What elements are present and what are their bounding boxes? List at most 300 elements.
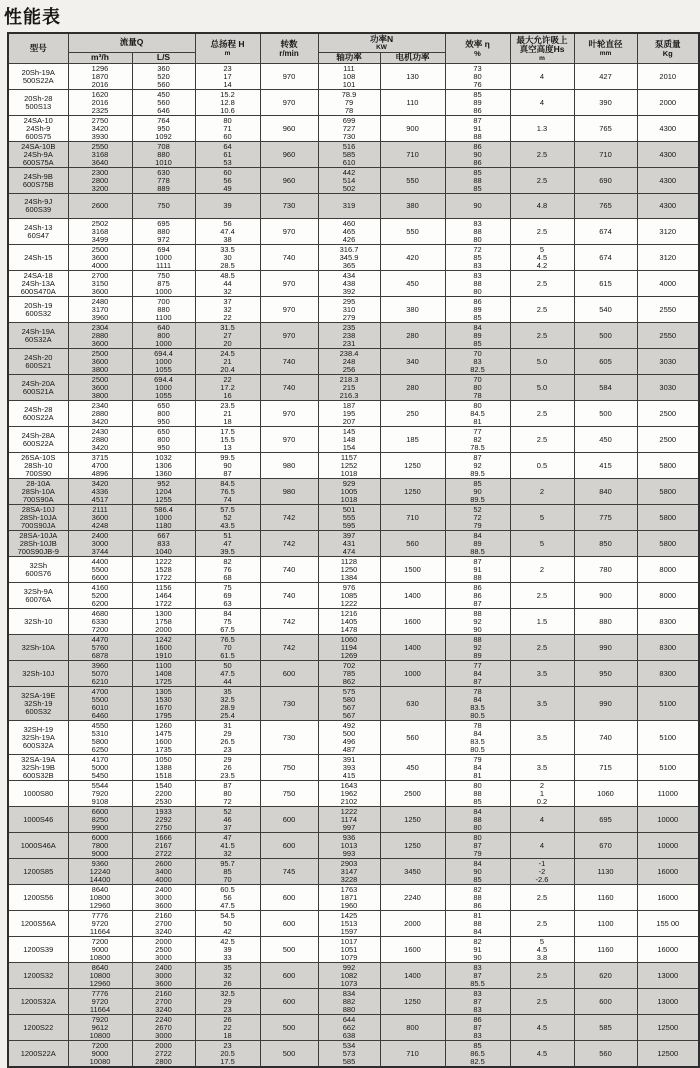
cell-shaft-power: 575 580 567 567	[318, 687, 380, 721]
cell-speed: 742	[260, 505, 318, 531]
cell-model: 28-10A 28Sh-10A 700S90A	[8, 479, 68, 505]
cell-impeller: 585	[574, 1015, 637, 1041]
cell-efficiency: 77 82 78.5	[445, 427, 510, 453]
cell-mass: 10000	[637, 807, 699, 833]
cell-suction: 2.5	[510, 885, 574, 911]
cell-model: 24Sh-13 60S47	[8, 219, 68, 245]
cell-efficiency: 79 84 81	[445, 755, 510, 781]
cell-mass: 3030	[637, 349, 699, 375]
cell-flow-m3h: 6000 7800 9000	[68, 833, 132, 859]
cell-flow-ls: 2000 2500 3000	[132, 937, 195, 963]
col-header-efficiency: 效率 η %	[445, 33, 510, 64]
cell-flow-ls: 694.4 1000 1055	[132, 375, 195, 401]
table-row	[8, 323, 699, 349]
cell-head: 64 61 53	[195, 142, 260, 168]
cell-model: 1200S56A	[8, 911, 68, 937]
cell-impeller: 390	[574, 90, 637, 116]
cell-speed: 600	[260, 963, 318, 989]
cell-flow-ls: 2160 2700 3240	[132, 989, 195, 1015]
mass-unit: Kg	[662, 48, 673, 58]
cell-speed: 740	[260, 245, 318, 271]
cell-impeller: 670	[574, 833, 637, 859]
cell-shaft-power: 391 393 415	[318, 755, 380, 781]
cell-shaft-power: 492 500 496 487	[318, 721, 380, 755]
cell-model: 32Sh-10J	[8, 661, 68, 687]
cell-model: 24Sh-20 600S21	[8, 349, 68, 375]
cell-mass: 4300	[637, 142, 699, 168]
cell-model: 20Sh-19A 500S22A	[8, 64, 68, 90]
cell-flow-ls: 694 1000 1111	[132, 245, 195, 271]
head-unit: m	[224, 49, 231, 57]
cell-flow-m3h: 2550 3168 3640	[68, 142, 132, 168]
cell-impeller: 900	[574, 583, 637, 609]
cell-impeller: 950	[574, 661, 637, 687]
cell-shaft-power: 145 148 154	[318, 427, 380, 453]
cell-impeller: 695	[574, 807, 637, 833]
cell-flow-ls: 2000 2722 2800	[132, 1041, 195, 1068]
cell-head: 26 22 18	[195, 1015, 260, 1041]
cell-shaft-power: 235 238 231	[318, 323, 380, 349]
cell-head: 76.5 70 61.5	[195, 635, 260, 661]
cell-efficiency: 80 87 79	[445, 833, 510, 859]
col-header-mass: 泵质量 Kg	[637, 33, 699, 64]
cell-flow-ls: 1242 1600 1910	[132, 635, 195, 661]
table-row	[8, 168, 699, 194]
cell-flow-ls: 630 778 889	[132, 168, 195, 194]
cell-impeller: 500	[574, 323, 637, 349]
cell-model: 24Sh-9B 600S75B	[8, 168, 68, 194]
cell-flow-ls: 1222 1528 1722	[132, 557, 195, 583]
cell-impeller: 690	[574, 168, 637, 194]
cell-shaft-power: 295 310 279	[318, 297, 380, 323]
cell-speed: 742	[260, 635, 318, 661]
cell-head: 80 71 60	[195, 116, 260, 142]
cell-motor-power: 1500	[380, 557, 445, 583]
cell-suction: 2.5	[510, 989, 574, 1015]
cell-impeller: 1100	[574, 911, 637, 937]
table-row	[8, 271, 699, 297]
cell-speed: 740	[260, 375, 318, 401]
page-title: 性能表	[4, 7, 61, 27]
cell-speed: 970	[260, 219, 318, 245]
cell-shaft-power: 316.7 345.9 365	[318, 245, 380, 271]
cell-head: 57.5 52 43.5	[195, 505, 260, 531]
cell-efficiency: 83 88 80	[445, 271, 510, 297]
cell-speed: 600	[260, 911, 318, 937]
cell-head: 50 47.5 44	[195, 661, 260, 687]
cell-model: 24Sh-28A 600S22A	[8, 427, 68, 453]
cell-model: 1000S46	[8, 807, 68, 833]
table-row	[8, 116, 699, 142]
cell-efficiency: 80 88 85	[445, 781, 510, 807]
col-header-flow-m3h: m³/h	[68, 52, 132, 64]
cell-motor-power: 380	[380, 297, 445, 323]
cell-suction: 5	[510, 531, 574, 557]
cell-model: 32Sh-10A	[8, 635, 68, 661]
cell-flow-ls: 667 833 1040	[132, 531, 195, 557]
cell-model: 24Sh-15	[8, 245, 68, 271]
cell-motor-power: 250	[380, 401, 445, 427]
table-row	[8, 583, 699, 609]
cell-head: 84 75 67.5	[195, 609, 260, 635]
table-row	[8, 142, 699, 168]
cell-suction: 2.5	[510, 297, 574, 323]
cell-head: 23 17 14	[195, 64, 260, 90]
cell-flow-ls: 650 800 950	[132, 401, 195, 427]
efficiency-unit: %	[474, 48, 481, 58]
col-header-power-group: 功率N KW	[318, 33, 445, 52]
cell-efficiency: 78 84 83.5 80.5	[445, 687, 510, 721]
cell-head: 31.5 27 20	[195, 323, 260, 349]
cell-mass: 4300	[637, 194, 699, 219]
cell-motor-power: 710	[380, 505, 445, 531]
cell-shaft-power: 702 785 862	[318, 661, 380, 687]
cell-motor-power: 280	[380, 375, 445, 401]
cell-model: 1000S46A	[8, 833, 68, 859]
cell-flow-m3h: 7200 9000 10800	[68, 937, 132, 963]
cell-head: 29 26 23.5	[195, 755, 260, 781]
cell-head: 56 47.4 38	[195, 219, 260, 245]
table-row	[8, 557, 699, 583]
cell-impeller: 584	[574, 375, 637, 401]
cell-head: 32.5 29 23	[195, 989, 260, 1015]
col-header-model: 型号	[8, 33, 68, 64]
cell-speed: 500	[260, 937, 318, 963]
cell-model: 32SA-19E 32Sh-19 600S32	[8, 687, 68, 721]
cell-model: 24Sh-9J 600S39	[8, 194, 68, 219]
cell-impeller: 674	[574, 219, 637, 245]
cell-mass: 11000	[637, 781, 699, 807]
cell-flow-ls: 750	[132, 194, 195, 219]
cell-flow-m3h: 2500 3600 3800	[68, 375, 132, 401]
cell-mass: 12500	[637, 1041, 699, 1068]
cell-impeller: 840	[574, 479, 637, 505]
cell-suction: 2.5	[510, 635, 574, 661]
cell-shaft-power: 319	[318, 194, 380, 219]
cell-suction: 3.5	[510, 755, 574, 781]
cell-model: 28SA-10J 28Sh-10JA 700S90JA	[8, 505, 68, 531]
table-row	[8, 635, 699, 661]
cell-flow-ls: 1305 1530 1670 1795	[132, 687, 195, 721]
cell-impeller: 427	[574, 64, 637, 90]
cell-efficiency: 87 91 88	[445, 116, 510, 142]
cell-suction: 4	[510, 90, 574, 116]
cell-shaft-power: 238.4 248 256	[318, 349, 380, 375]
cell-suction: 2	[510, 557, 574, 583]
cell-efficiency: 84 89 88.5	[445, 531, 510, 557]
cell-flow-m3h: 4700 5500 6010 6460	[68, 687, 132, 721]
cell-speed: 970	[260, 323, 318, 349]
cell-impeller: 600	[574, 989, 637, 1015]
cell-flow-m3h: 2111 3600 4248	[68, 505, 132, 531]
table-row	[8, 219, 699, 245]
table-row	[8, 1041, 699, 1068]
cell-impeller: 674	[574, 245, 637, 271]
cell-shaft-power: 187 195 207	[318, 401, 380, 427]
cell-suction: 3.5	[510, 687, 574, 721]
cell-efficiency: 83 88 80	[445, 219, 510, 245]
cell-model: 24Sh-20A 600S21A	[8, 375, 68, 401]
cell-suction: 2 1 0.2	[510, 781, 574, 807]
cell-model: 1200S22A	[8, 1041, 68, 1068]
cell-head: 54.5 50 42	[195, 911, 260, 937]
table-row	[8, 609, 699, 635]
cell-suction: 4.8	[510, 194, 574, 219]
suction-unit: m	[539, 54, 545, 62]
cell-motor-power: 1000	[380, 661, 445, 687]
cell-model: 28SA-10JA 28Sh-10JB 700S90JB-9	[8, 531, 68, 557]
cell-efficiency: 85 89 86	[445, 90, 510, 116]
cell-head: 39	[195, 194, 260, 219]
cell-shaft-power: 442 514 502	[318, 168, 380, 194]
cell-speed: 750	[260, 781, 318, 807]
cell-model: 24Sh-19A 60S32A	[8, 323, 68, 349]
cell-flow-m3h: 6600 8250 9900	[68, 807, 132, 833]
cell-impeller: 450	[574, 427, 637, 453]
cell-model: 32SA-19A 32Sh-19B 600S32B	[8, 755, 68, 781]
cell-head: 35 32 26	[195, 963, 260, 989]
cell-flow-m3h: 4470 5760 6878	[68, 635, 132, 661]
cell-mass: 3120	[637, 219, 699, 245]
table-row	[8, 90, 699, 116]
cell-suction: 2.5	[510, 583, 574, 609]
cell-efficiency: 70 80 78	[445, 375, 510, 401]
cell-flow-ls: 708 880 1010	[132, 142, 195, 168]
cell-mass: 2550	[637, 297, 699, 323]
cell-head: 87 80 72	[195, 781, 260, 807]
table-row	[8, 937, 699, 963]
cell-flow-ls: 700 880 1100	[132, 297, 195, 323]
table-row	[8, 64, 699, 90]
cell-flow-ls: 694.4 1000 1055	[132, 349, 195, 375]
cell-flow-m3h: 2500 3600 3800	[68, 349, 132, 375]
table-row	[8, 531, 699, 557]
cell-impeller: 540	[574, 297, 637, 323]
cell-flow-ls: 640 800 1000	[132, 323, 195, 349]
cell-suction: 4	[510, 64, 574, 90]
cell-head: 84.5 76.5 74	[195, 479, 260, 505]
cell-model: 32SH-19 32Sh-19A 600S32A	[8, 721, 68, 755]
cell-model: 1200S85	[8, 859, 68, 885]
table-row	[8, 911, 699, 937]
cell-flow-ls: 1933 2292 2750	[132, 807, 195, 833]
cell-flow-ls: 1032 1306 1360	[132, 453, 195, 479]
cell-shaft-power: 644 662 638	[318, 1015, 380, 1041]
cell-flow-ls: 1540 2200 2530	[132, 781, 195, 807]
cell-speed: 600	[260, 807, 318, 833]
table-row	[8, 1015, 699, 1041]
cell-flow-m3h: 4550 5310 5800 6250	[68, 721, 132, 755]
cell-shaft-power: 1128 1250 1384	[318, 557, 380, 583]
cell-efficiency: 83 87 83	[445, 989, 510, 1015]
cell-flow-ls: 1300 1758 2000	[132, 609, 195, 635]
cell-motor-power: 130	[380, 64, 445, 90]
cell-flow-m3h: 7776 9720 11664	[68, 911, 132, 937]
cell-motor-power: 380	[380, 194, 445, 219]
cell-motor-power: 2500	[380, 781, 445, 807]
cell-shaft-power: 1425 1513 1597	[318, 911, 380, 937]
cell-shaft-power: 1017 1051 1079	[318, 937, 380, 963]
cell-head: 33.5 30 28.5	[195, 245, 260, 271]
impeller-unit: mm	[599, 49, 612, 57]
cell-model: 1200S56	[8, 885, 68, 911]
cell-shaft-power: 936 1013 993	[318, 833, 380, 859]
cell-efficiency: 77 84 87	[445, 661, 510, 687]
cell-suction: 5	[510, 505, 574, 531]
cell-head: 37 32 22	[195, 297, 260, 323]
cell-impeller: 740	[574, 721, 637, 755]
cell-model: 20Sh-28 500S13	[8, 90, 68, 116]
cell-shaft-power: 460 465 426	[318, 219, 380, 245]
cell-flow-m3h: 2400 3000 3744	[68, 531, 132, 557]
cell-suction: -1 -2 -2.6	[510, 859, 574, 885]
cell-suction: 1.3	[510, 116, 574, 142]
cell-impeller: 1130	[574, 859, 637, 885]
cell-speed: 740	[260, 583, 318, 609]
cell-efficiency: 73 80 76	[445, 64, 510, 90]
cell-impeller: 765	[574, 116, 637, 142]
cell-impeller: 415	[574, 453, 637, 479]
cell-flow-m3h: 4680 6330 7200	[68, 609, 132, 635]
cell-efficiency: 81 88 84	[445, 911, 510, 937]
cell-flow-ls: 2400 3000 3600	[132, 963, 195, 989]
table-row	[8, 194, 699, 219]
cell-impeller: 620	[574, 963, 637, 989]
table-row	[8, 375, 699, 401]
cell-flow-m3h: 2300 2800 3200	[68, 168, 132, 194]
cell-mass: 2500	[637, 427, 699, 453]
cell-model: 1200S32A	[8, 989, 68, 1015]
cell-mass: 16000	[637, 937, 699, 963]
cell-flow-ls: 2160 2700 3240	[132, 911, 195, 937]
table-row	[8, 401, 699, 427]
cell-head: 35 32.5 28.9 25.4	[195, 687, 260, 721]
cell-mass: 5100	[637, 721, 699, 755]
cell-shaft-power: 534 573 585	[318, 1041, 380, 1068]
cell-shaft-power: 699 727 730	[318, 116, 380, 142]
cell-flow-m3h: 4170 5000 5450	[68, 755, 132, 781]
cell-suction: 2.5	[510, 168, 574, 194]
cell-motor-power: 1600	[380, 937, 445, 963]
cell-efficiency: 78 84 83.5 80.5	[445, 721, 510, 755]
cell-suction: 1.5	[510, 609, 574, 635]
cell-head: 52 46 37	[195, 807, 260, 833]
cell-speed: 970	[260, 427, 318, 453]
cell-flow-m3h: 2340 2880 3420	[68, 401, 132, 427]
cell-flow-m3h: 2480 3170 3960	[68, 297, 132, 323]
performance-table	[7, 32, 700, 1068]
cell-head: 75 69 63	[195, 583, 260, 609]
cell-head: 51 47 39.5	[195, 531, 260, 557]
cell-flow-ls: 695 880 972	[132, 219, 195, 245]
cell-flow-ls: 450 560 646	[132, 90, 195, 116]
cell-efficiency: 87 92 89.5	[445, 453, 510, 479]
cell-shaft-power: 2903 3147 3228	[318, 859, 380, 885]
cell-head: 95.7 85 70	[195, 859, 260, 885]
cell-efficiency: 82 91 90	[445, 937, 510, 963]
table-body	[8, 64, 699, 1068]
cell-model: 32Sh-9A 60076A	[8, 583, 68, 609]
cell-speed: 730	[260, 194, 318, 219]
cell-mass: 5800	[637, 453, 699, 479]
cell-impeller: 990	[574, 635, 637, 661]
cell-motor-power: 2240	[380, 885, 445, 911]
table-row	[8, 859, 699, 885]
cell-shaft-power: 929 1005 1018	[318, 479, 380, 505]
cell-flow-m3h: 4160 5200 6200	[68, 583, 132, 609]
cell-suction: 2.5	[510, 401, 574, 427]
cell-efficiency: 70 83 82.5	[445, 349, 510, 375]
cell-impeller: 710	[574, 142, 637, 168]
cell-efficiency: 84 90 85	[445, 859, 510, 885]
scanned-page	[0, 3, 700, 1068]
cell-flow-ls: 952 1204 1255	[132, 479, 195, 505]
cell-mass: 155 00	[637, 911, 699, 937]
cell-suction: 5 4.5 3.8	[510, 937, 574, 963]
cell-impeller: 850	[574, 531, 637, 557]
table-row	[8, 721, 699, 755]
table-row	[8, 297, 699, 323]
col-header-impeller: 叶轮直径 mm	[574, 33, 637, 64]
cell-motor-power: 900	[380, 116, 445, 142]
cell-suction: 4.5	[510, 1015, 574, 1041]
cell-impeller: 775	[574, 505, 637, 531]
cell-motor-power: 1400	[380, 635, 445, 661]
cell-suction: 2.5	[510, 911, 574, 937]
cell-flow-m3h: 8640 10800 12960	[68, 963, 132, 989]
cell-efficiency: 88 92 90	[445, 609, 510, 635]
col-header-head: 总扬程 H m	[195, 33, 260, 64]
cell-efficiency: 86 86 87	[445, 583, 510, 609]
col-header-flow-ls: L/S	[132, 52, 195, 64]
cell-impeller: 1160	[574, 937, 637, 963]
cell-flow-ls: 2600 3400 4000	[132, 859, 195, 885]
cell-speed: 730	[260, 721, 318, 755]
cell-flow-ls: 1666 2167 2722	[132, 833, 195, 859]
cell-speed: 970	[260, 297, 318, 323]
cell-efficiency: 84 89 85	[445, 323, 510, 349]
cell-flow-m3h: 8640 10800 12960	[68, 885, 132, 911]
cell-suction: 2.5	[510, 271, 574, 297]
cell-shaft-power: 397 431 474	[318, 531, 380, 557]
cell-speed: 970	[260, 90, 318, 116]
cell-mass: 13000	[637, 989, 699, 1015]
cell-suction: 4.5	[510, 1041, 574, 1068]
cell-head: 82 76 68	[195, 557, 260, 583]
cell-suction: 4	[510, 807, 574, 833]
cell-shaft-power: 1763 1871 1960	[318, 885, 380, 911]
cell-flow-m3h: 7776 9720 11664	[68, 989, 132, 1015]
cell-efficiency: 86 89 85	[445, 297, 510, 323]
cell-impeller: 1160	[574, 885, 637, 911]
cell-speed: 742	[260, 609, 318, 635]
cell-suction: 2.5	[510, 323, 574, 349]
cell-shaft-power: 834 882 880	[318, 989, 380, 1015]
cell-flow-ls: 1156 1464 1722	[132, 583, 195, 609]
cell-shaft-power: 976 1085 1222	[318, 583, 380, 609]
cell-flow-m3h: 4400 5500 6600	[68, 557, 132, 583]
table-row	[8, 349, 699, 375]
cell-mass: 10000	[637, 833, 699, 859]
cell-model: 1200S22	[8, 1015, 68, 1041]
cell-flow-m3h: 3960 5070 6210	[68, 661, 132, 687]
cell-model: 32Sh-10	[8, 609, 68, 635]
cell-motor-power: 550	[380, 168, 445, 194]
cell-mass: 12500	[637, 1015, 699, 1041]
cell-motor-power: 1400	[380, 583, 445, 609]
cell-motor-power: 800	[380, 1015, 445, 1041]
cell-shaft-power: 218.3 215 216.3	[318, 375, 380, 401]
